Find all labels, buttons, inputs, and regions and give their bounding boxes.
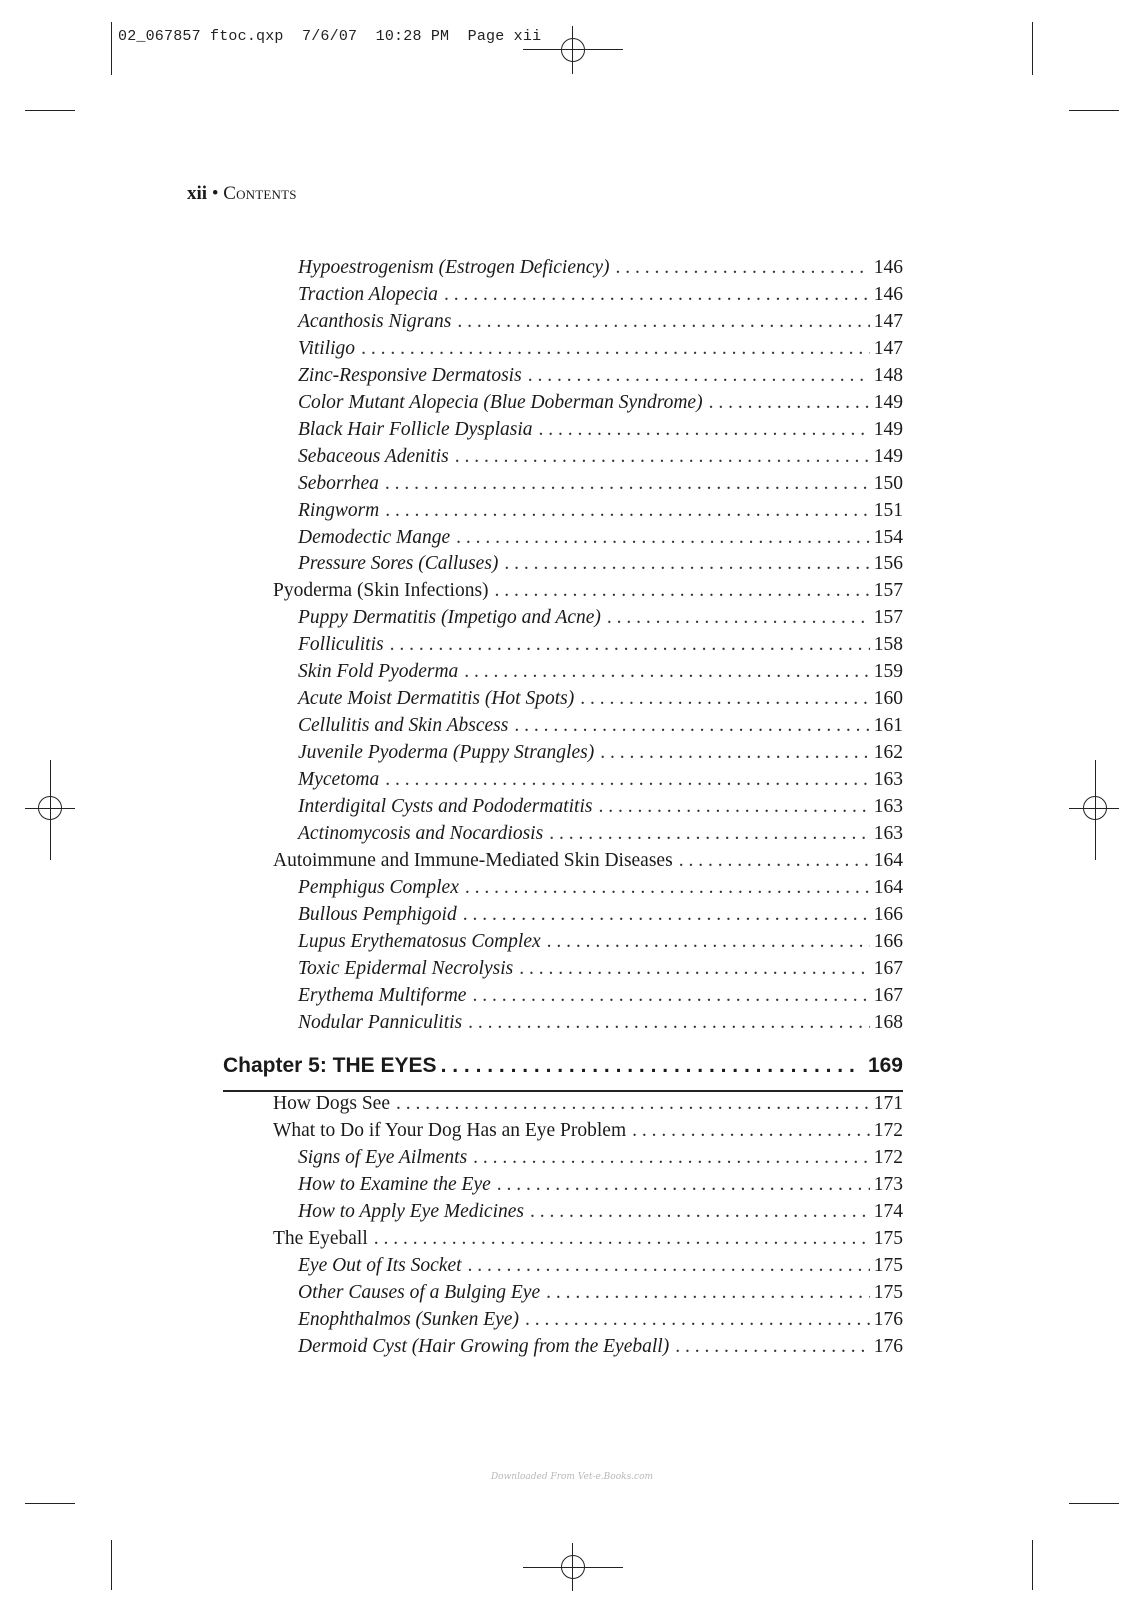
toc-entry-title: How Dogs See <box>273 1093 390 1114</box>
crop-mark <box>25 110 75 111</box>
dot-leader <box>465 877 870 899</box>
dot-leader <box>441 1054 862 1078</box>
toc-entry-title: Autoimmune and Immune-Mediated Skin Diseases <box>273 849 673 871</box>
toc-entry-page-number: 176 <box>873 1308 903 1330</box>
toc-entry[interactable] <box>273 1228 903 1255</box>
toc-entry-page-number: 157 <box>873 607 903 629</box>
toc-entry[interactable] <box>298 985 903 1012</box>
toc-entry-page-number: 172 <box>873 1146 903 1168</box>
dot-leader <box>464 661 869 683</box>
toc-entry[interactable] <box>298 634 903 661</box>
toc-entry-page-number: 175 <box>873 1227 903 1249</box>
dot-leader <box>632 1120 870 1142</box>
toc-entry-title: Cellulitis and Skin Abscess <box>298 715 509 737</box>
toc-entry-title: Traction Alopecia <box>298 283 438 305</box>
dot-leader <box>549 823 870 845</box>
toc-entry-page-number: 166 <box>873 903 903 925</box>
toc-entry[interactable] <box>298 527 903 554</box>
toc-entry-page-number: 158 <box>873 634 903 656</box>
chapter-page-number: 169 <box>867 1054 903 1077</box>
toc-entry[interactable] <box>273 580 903 607</box>
toc-entry-title: Pemphigus Complex <box>298 876 459 898</box>
toc-entry[interactable] <box>298 365 903 392</box>
toc-entry-title: Mycetoma <box>298 769 380 791</box>
toc-entry-page-number: 172 <box>873 1119 903 1141</box>
toc-entry-title: Enophthalmos (Sunken Eye) <box>298 1308 519 1330</box>
toc-entry-page-number: 147 <box>873 337 903 359</box>
toc-entry[interactable] <box>298 661 903 688</box>
toc-entry[interactable] <box>298 257 903 284</box>
toc-entry-page-number: 163 <box>873 822 903 844</box>
chapter-title: Chapter 5: THE EYES <box>223 1054 437 1077</box>
toc-entry-page-number: 149 <box>873 418 903 440</box>
dot-leader <box>456 527 870 549</box>
dot-leader <box>497 1174 870 1196</box>
toc-entry-page-number: 156 <box>873 553 903 575</box>
toc-entry[interactable] <box>298 419 903 446</box>
toc-entry[interactable] <box>273 850 903 877</box>
toc-entry-page-number: 147 <box>873 310 903 332</box>
toc-entry-page-number: 161 <box>873 715 903 737</box>
dot-leader <box>385 473 870 495</box>
dot-leader <box>679 850 870 872</box>
toc-entry-title: Hypoestrogenism (Estrogen Deficiency) <box>298 257 610 278</box>
toc-entry[interactable] <box>273 1093 903 1120</box>
page-number: xii <box>187 183 208 204</box>
toc-entry-page-number: 162 <box>873 742 903 764</box>
toc-entry-page-number: 174 <box>873 1200 903 1222</box>
toc-entry[interactable] <box>298 607 903 634</box>
dot-leader <box>547 931 870 953</box>
crop-mark <box>1069 1503 1119 1504</box>
dot-leader <box>709 392 870 414</box>
registration-circle <box>561 1555 585 1579</box>
dot-leader <box>504 553 869 575</box>
dot-leader <box>607 607 870 629</box>
dot-leader <box>468 1012 870 1034</box>
toc-entry-page-number: 168 <box>873 1011 903 1033</box>
dot-leader <box>361 338 870 360</box>
toc-entry-page-number: 163 <box>873 769 903 791</box>
dot-leader <box>546 1282 870 1304</box>
toc-entry[interactable] <box>298 1255 903 1282</box>
toc-entry-page-number: 167 <box>873 984 903 1006</box>
dot-leader <box>495 580 870 602</box>
table-of-contents <box>223 0 903 1400</box>
toc-entry-title: Other Causes of a Bulging Eye <box>298 1281 541 1303</box>
dot-leader <box>530 1201 870 1223</box>
toc-entry-title: Folliculitis <box>298 634 384 656</box>
toc-entry-title: Sebaceous Adenitis <box>298 445 449 467</box>
toc-entry-title: Puppy Dermatitis (Impetigo and Acne) <box>298 607 601 629</box>
toc-entry-page-number: 148 <box>873 364 903 386</box>
dot-leader <box>472 985 869 1007</box>
crop-mark <box>1069 110 1119 111</box>
toc-entry-title: Interdigital Cysts and Pododermatitis <box>298 796 593 817</box>
toc-entry-page-number: 146 <box>873 257 903 278</box>
toc-entry-title: Eye Out of Its Socket <box>298 1254 462 1276</box>
dot-leader <box>468 1255 870 1277</box>
bullet-separator: • <box>211 183 219 204</box>
toc-entry-title: Signs of Eye Ailments <box>298 1146 468 1168</box>
toc-entry[interactable] <box>298 931 903 958</box>
dot-leader <box>463 904 870 926</box>
toc-entry-page-number: 175 <box>873 1254 903 1276</box>
toc-entry-title: Lupus Erythematosus Complex <box>298 930 541 952</box>
toc-entry-page-number: 149 <box>873 391 903 413</box>
toc-entry-page-number: 157 <box>873 580 903 602</box>
chapter-heading[interactable] <box>223 1054 903 1084</box>
toc-entry[interactable] <box>298 958 903 985</box>
dot-leader <box>473 1147 870 1169</box>
toc-entry-page-number: 175 <box>873 1281 903 1303</box>
toc-entry-title: Skin Fold Pyoderma <box>298 661 459 683</box>
registration-circle <box>1083 796 1107 820</box>
toc-entry-title: Pyoderma (Skin Infections) <box>273 580 489 602</box>
toc-entry[interactable] <box>298 715 903 742</box>
toc-entry-title: Nodular Panniculitis <box>298 1011 463 1033</box>
dot-leader <box>444 284 870 306</box>
registration-circle <box>38 796 62 820</box>
dot-leader <box>528 365 870 387</box>
toc-entry[interactable] <box>298 796 903 823</box>
toc-entry-title: Seborrhea <box>298 472 379 494</box>
toc-entry-title: How to Examine the Eye <box>298 1173 491 1195</box>
toc-entry-title: Demodectic Mange <box>298 526 451 548</box>
dot-leader <box>374 1228 870 1250</box>
toc-entry[interactable] <box>298 904 903 931</box>
dot-leader <box>539 419 870 441</box>
dot-leader <box>396 1093 870 1115</box>
dot-leader <box>455 446 870 468</box>
dot-leader <box>385 500 869 522</box>
toc-entry[interactable] <box>298 338 903 365</box>
toc-entry-title: Color Mutant Alopecia (Blue Doberman Syndrome) <box>298 391 703 413</box>
toc-entry-title: Black Hair Follicle Dysplasia <box>298 418 533 440</box>
dot-leader <box>600 742 870 764</box>
dot-leader <box>514 715 869 737</box>
toc-entry-title: Ringworm <box>298 499 380 521</box>
toc-entry-page-number: 151 <box>873 499 903 521</box>
toc-entry[interactable] <box>298 877 903 904</box>
toc-entry-page-number: 154 <box>873 526 903 548</box>
toc-entry-page-number: 166 <box>873 930 903 952</box>
dot-leader <box>616 257 870 279</box>
dot-leader <box>390 634 870 656</box>
toc-entry[interactable] <box>298 284 903 311</box>
toc-entry[interactable] <box>298 473 903 500</box>
slug-line: 02_067857 ftoc.qxp 7/6/07 10:28 PM Page xii <box>118 28 542 45</box>
toc-entry-title: Acanthosis Nigrans <box>298 310 452 332</box>
toc-entry[interactable] <box>298 500 903 527</box>
dot-leader <box>580 688 870 710</box>
dot-leader <box>525 1309 870 1331</box>
toc-entry[interactable] <box>298 688 903 715</box>
toc-entry-title: Dermoid Cyst (Hair Growing from the Eyeball) <box>298 1335 670 1357</box>
toc-entry-page-number: 164 <box>873 849 903 871</box>
toc-entry-title: Bullous Pemphigoid <box>298 903 457 925</box>
toc-entry[interactable] <box>298 1012 903 1039</box>
toc-entry-title: The Eyeball <box>273 1227 368 1249</box>
crop-mark <box>111 22 112 75</box>
toc-entry-page-number: 167 <box>873 957 903 979</box>
chapter-rule <box>223 1090 903 1092</box>
toc-entry-title: Juvenile Pyoderma (Puppy Strangles) <box>298 742 595 764</box>
toc-entry-title: Pressure Sores (Calluses) <box>298 553 499 575</box>
toc-entry-page-number: 149 <box>873 445 903 467</box>
toc-entry[interactable] <box>298 1147 903 1174</box>
toc-entry-title: How to Apply Eye Medicines <box>298 1200 524 1222</box>
toc-entry[interactable] <box>298 1174 903 1201</box>
dot-leader <box>457 311 869 333</box>
dot-leader <box>385 769 870 791</box>
dot-leader <box>598 796 869 818</box>
toc-entry[interactable] <box>298 1336 903 1363</box>
toc-entry-page-number: 164 <box>873 876 903 898</box>
crop-mark <box>25 1503 75 1504</box>
toc-entry[interactable] <box>273 1120 903 1147</box>
toc-entry-page-number: 176 <box>873 1335 903 1357</box>
dot-leader <box>675 1336 870 1358</box>
toc-entry[interactable] <box>298 446 903 473</box>
crop-mark <box>1032 22 1033 75</box>
toc-entry-page-number: 173 <box>873 1173 903 1195</box>
toc-entry-title: Acute Moist Dermatitis (Hot Spots) <box>298 688 575 710</box>
toc-entry-page-number: 159 <box>873 661 903 683</box>
running-head-title: Contents <box>223 183 297 204</box>
toc-entry-title: Toxic Epidermal Necrolysis <box>298 957 514 979</box>
toc-entry-title: Actinomycosis and Nocardiosis <box>298 822 544 844</box>
toc-entry[interactable] <box>298 392 903 419</box>
toc-entry[interactable] <box>298 311 903 338</box>
toc-entry[interactable] <box>298 1201 903 1228</box>
toc-entry-page-number: 146 <box>873 283 903 305</box>
toc-entry[interactable] <box>298 823 903 850</box>
toc-entry[interactable] <box>298 1282 903 1309</box>
dot-leader <box>519 958 870 980</box>
watermark: Downloaded From Vet-e.Books.com <box>490 1472 654 1482</box>
toc-entry[interactable] <box>298 742 903 769</box>
toc-entry-title: Erythema Multiforme <box>298 984 467 1006</box>
toc-entry-page-number: 171 <box>873 1093 903 1114</box>
toc-entry-page-number: 150 <box>873 472 903 494</box>
toc-entry-title: Zinc-Responsive Dermatosis <box>298 364 522 386</box>
toc-entry[interactable] <box>298 769 903 796</box>
crop-mark <box>111 1540 112 1590</box>
toc-entry-title: Vitiligo <box>298 337 356 359</box>
toc-entry-page-number: 160 <box>873 688 903 710</box>
toc-entry-title: What to Do if Your Dog Has an Eye Problem <box>273 1119 627 1141</box>
crop-mark <box>1032 1540 1033 1590</box>
toc-entry[interactable] <box>298 553 903 580</box>
toc-entry[interactable] <box>298 1309 903 1336</box>
toc-entry-page-number: 163 <box>873 796 903 817</box>
